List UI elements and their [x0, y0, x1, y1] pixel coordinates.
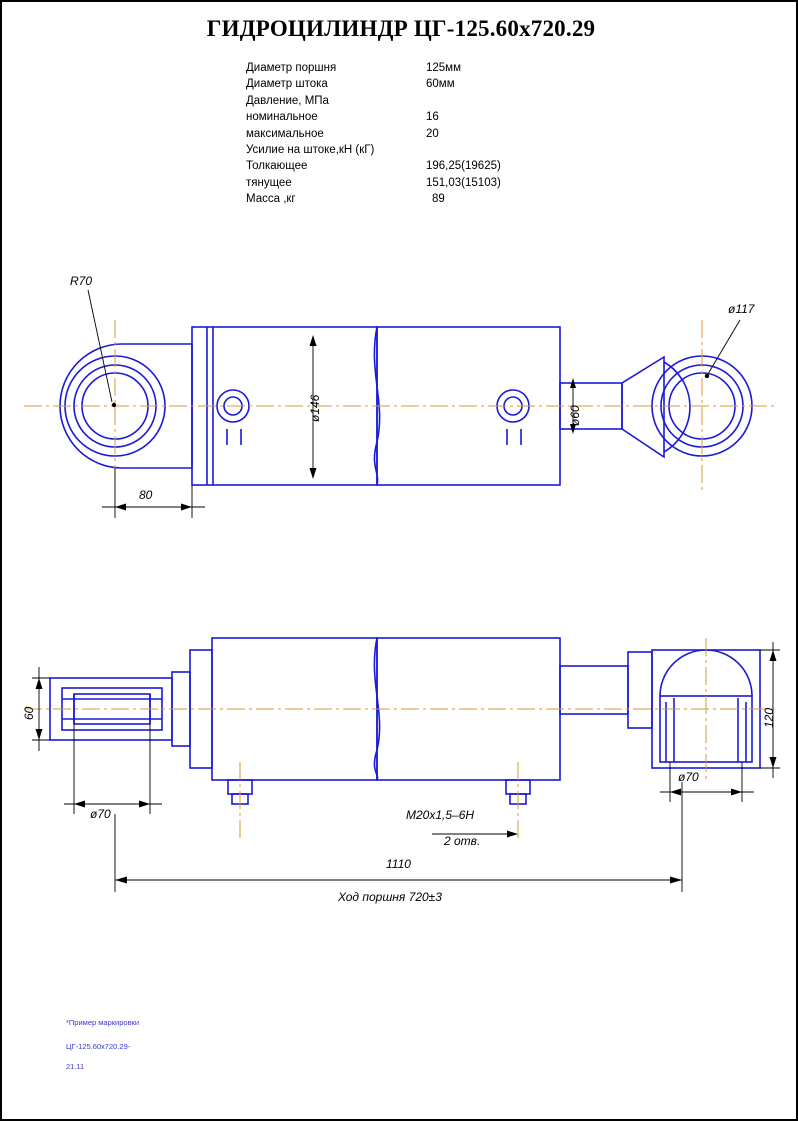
dim-total: 1110	[386, 857, 411, 871]
total-arrow-l	[115, 877, 127, 884]
dim-d60: ø60	[568, 405, 582, 426]
spec-label: Толкающее	[246, 160, 308, 173]
cylinder-drawing	[2, 2, 798, 1121]
thread-arrow-r	[507, 831, 518, 838]
spec-value: 89	[432, 193, 445, 206]
d70l-arrow-l	[74, 801, 85, 808]
dim-120: 120	[762, 707, 776, 728]
d146-arrow-bottom	[310, 468, 317, 479]
spec-value: 16	[426, 111, 439, 124]
spec-label: Диаметр поршня	[246, 62, 337, 74]
h60-arrow-bot	[36, 729, 43, 740]
d146-arrow-top	[310, 335, 317, 346]
spec-value: 20	[426, 127, 439, 140]
marking-line-2: ЦГ-125.60х720.29-	[66, 1042, 131, 1051]
bottom-rod-collar	[628, 652, 652, 728]
page-title: ГИДРОЦИЛИНДР ЦГ-125.60x720.29	[206, 16, 596, 41]
spec-label: Масса ,кг	[246, 193, 296, 206]
dim-d117: ø117	[728, 302, 755, 316]
spec-value: 196,25(19625)	[426, 160, 501, 173]
dim-stroke: Ход поршня 720±3	[338, 890, 442, 904]
spec-value: 151,03(15103)	[426, 176, 501, 189]
spec-label: Усилие на штоке,кН (кГ)	[246, 143, 375, 156]
d70r-arrow-l	[670, 789, 681, 796]
d117-point	[705, 374, 709, 378]
spec-value: 60мм	[426, 78, 455, 91]
dim-thread-note: 2 отв.	[444, 834, 481, 848]
h120-arrow-bot	[770, 757, 777, 768]
bottom-rod	[560, 666, 628, 714]
dim-d146: ø146	[308, 394, 322, 422]
d70r-arrow-r	[731, 789, 742, 796]
marking-line-1: *Пример маркировки	[66, 1018, 140, 1027]
marking-line-3: 21.11	[66, 1062, 85, 1071]
dim-d70-right: ø70	[678, 770, 699, 784]
d80-arrow-r	[181, 504, 192, 511]
r70-point	[112, 403, 116, 407]
d70l-arrow-r	[139, 801, 150, 808]
h60-arrow-top	[36, 678, 43, 689]
spec-value: 125мм	[426, 62, 461, 74]
d117-leader	[708, 320, 740, 374]
right-eye-neck	[622, 357, 664, 457]
dim-60: 60	[22, 706, 36, 720]
spec-label: номинальное	[246, 111, 318, 124]
total-arrow-r	[670, 877, 682, 884]
dim-thread: M20x1,5–6H	[406, 808, 475, 822]
d80-arrow-l	[115, 504, 126, 511]
dim-80: 80	[139, 488, 153, 502]
spec-label: тянущее	[246, 176, 292, 189]
spec-label: Диаметр штока	[246, 78, 328, 91]
spec-label: Давление, МПа	[246, 94, 329, 107]
h120-arrow-top	[770, 650, 777, 661]
spec-label: максимальное	[246, 127, 324, 140]
dim-r70: R70	[70, 274, 93, 288]
dim-d70-left: ø70	[90, 807, 111, 821]
